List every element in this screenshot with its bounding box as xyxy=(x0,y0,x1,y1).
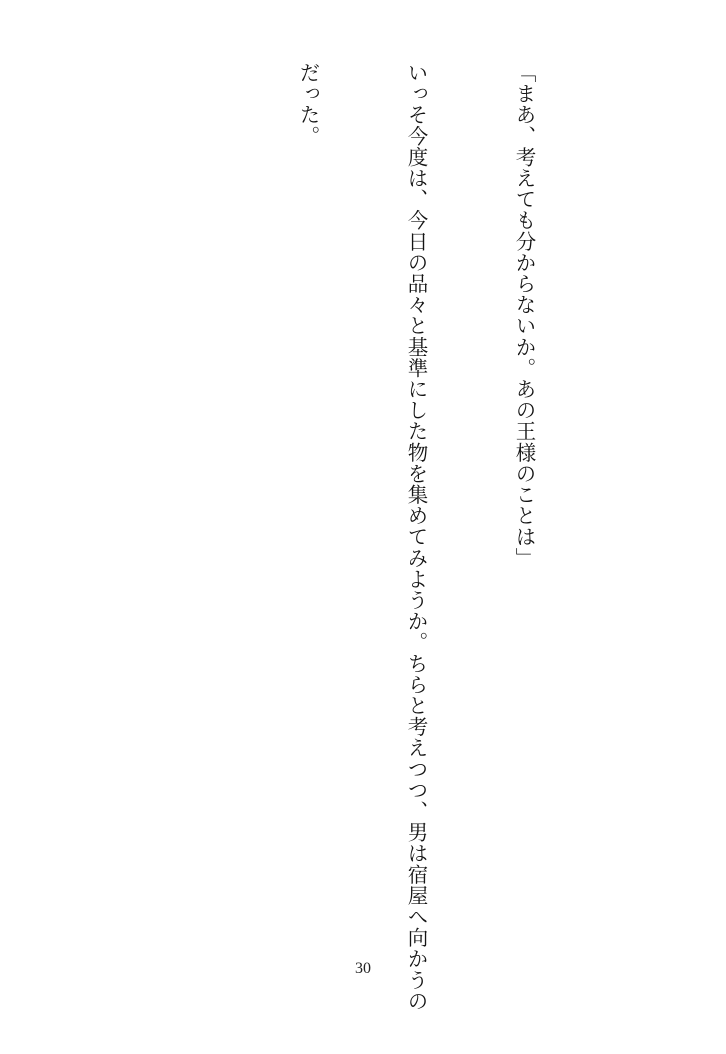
text-line: だった。 xyxy=(296,62,320,147)
text-line: 「まあ、考えても分からないか。あの王様のことは」 xyxy=(512,62,536,569)
blank-line xyxy=(182,62,218,958)
page-number: 30 xyxy=(355,960,371,977)
text-line: いっそ今度は、今日の品々と基準にした物を集めてみようか。ちらと考えつつ、男は宿屋へ向かうの xyxy=(404,62,428,1012)
text-line xyxy=(0,62,2,958)
blank-line xyxy=(74,62,110,958)
